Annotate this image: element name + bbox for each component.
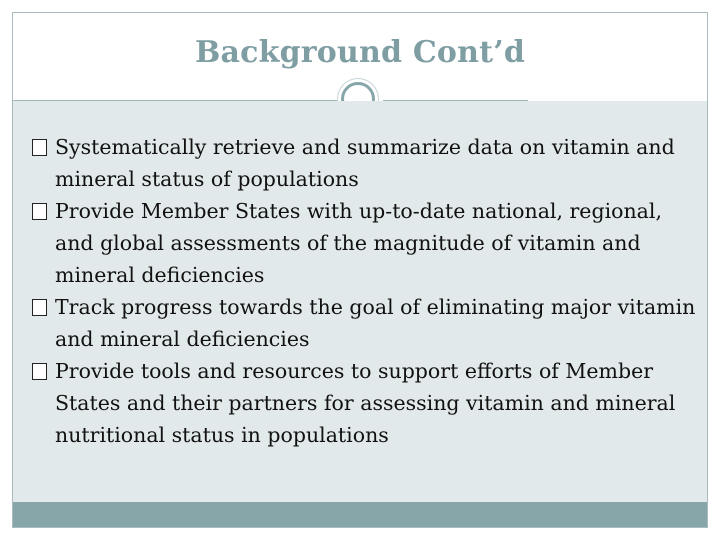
bullet-item (30, 131, 700, 195)
bullet-text: Systematically retrieve and summarize data on vitamin and mineral status of populations (55, 135, 675, 191)
missing-glyph-box-icon (32, 139, 47, 156)
bullet-item (30, 355, 700, 451)
slide (12, 12, 708, 528)
bullet-text: Provide tools and resources to support efforts of Member States and their partners for assessing vitamin and mineral nutritional status in populations (55, 359, 676, 447)
bullet-item (30, 195, 700, 291)
missing-glyph-box-icon (32, 203, 47, 220)
slide-body (13, 101, 707, 502)
missing-glyph-box-icon (32, 363, 47, 380)
bullet-list (30, 131, 700, 451)
bullet-text: Track progress towards the goal of eliminating major vitamin and mineral deficiencies (55, 295, 696, 351)
bullet-item (30, 291, 700, 355)
missing-glyph-box-icon (32, 299, 47, 316)
slide-title: Background Cont’d (194, 35, 526, 70)
bullet-text: Provide Member States with up-to-date national, regional, and global assessments of the magnitude of vitamin and mineral deficiencies (55, 199, 662, 287)
footer-bar (13, 502, 707, 528)
